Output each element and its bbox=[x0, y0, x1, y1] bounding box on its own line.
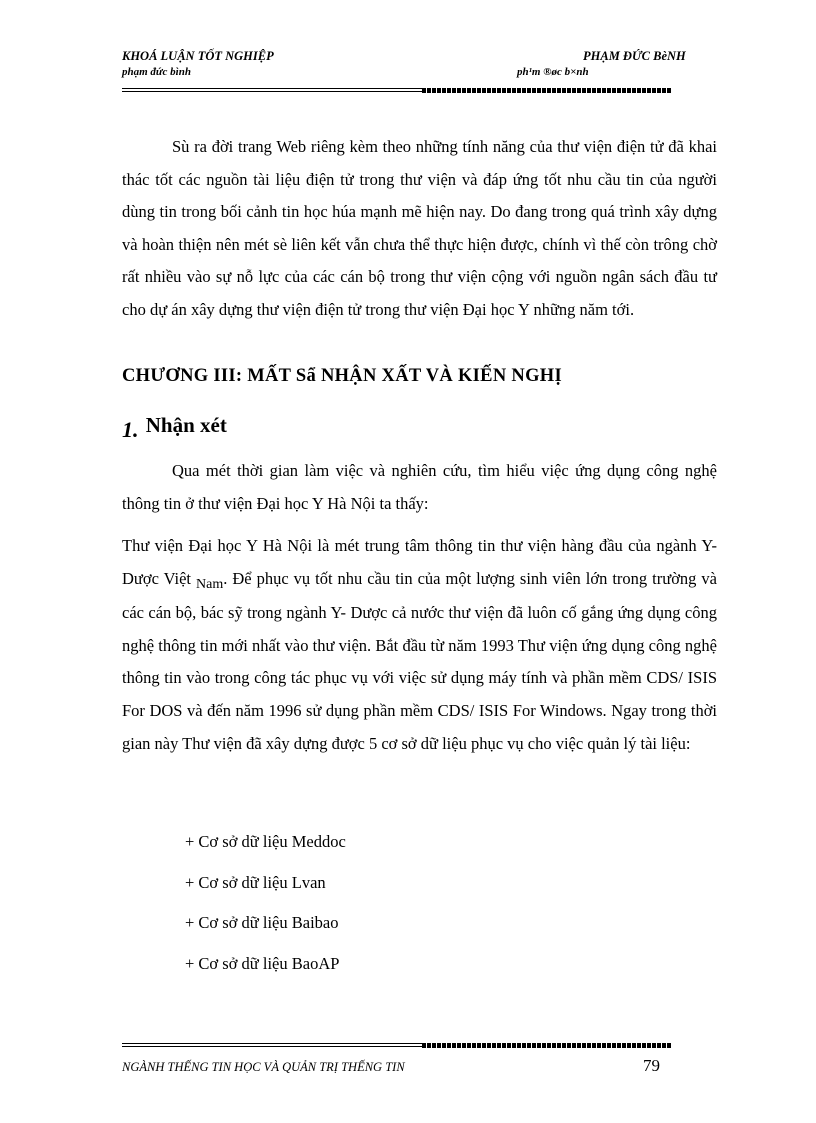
paragraph-intro: Sù ra đời trang Web riêng kèm theo những tính năng của thư viện điện tử đã khai thác tốt các nguồn tài liệu điện tử trong thư viện và đáp ứng tốt nhu cầu tin của người dùng tin trong bối cảnh tin học húa mạnh mẽ hiện nay. Do đang trong quá trình xây dựng và hoàn thiện nên mét sè liên kết vẫn chưa thể thực hiện được, chính vì thế còn trông chờ rất nhiều vào sự nỗ lực của các cán bộ trong thư viện cộng với nguồn ngân sách đầu tư cho dự án xây dựng thư viện điện tử trong thư viện Đại học Y những năm tới. bbox=[122, 137, 717, 319]
paragraph-observation: Qua mét thời gian làm việc và nghiên cứu, tìm hiểu việc ứng dụng công nghệ thông tin ở thư viện Đại học Y Hà Nội ta thấy: bbox=[122, 461, 717, 513]
list-item: + Cơ sở dữ liệu Lvan bbox=[185, 872, 326, 892]
list-item: + Cơ sở dữ liệu Baibao bbox=[185, 913, 339, 932]
page-number: 79 bbox=[643, 1056, 660, 1075]
section-title: Nhận xét bbox=[145, 413, 227, 437]
list-item: + Cơ sở dữ liệu BaoAP bbox=[185, 953, 340, 973]
header-divider bbox=[122, 88, 672, 93]
paragraph-library-history bbox=[122, 530, 717, 760]
header-subtitle-right: ph¹m ®øc b×nh bbox=[517, 66, 589, 78]
section-number: 1. bbox=[122, 417, 139, 442]
database-list bbox=[185, 826, 346, 988]
paragraph-text-after: . Để phục vụ tốt nhu cầu tin của một lượng sinh viên lớn trong trường và các cán bộ, bác sỹ trong ngành Y- Dược cả nước thư viện đã luôn cố gắng ứng dụng công nghệ thông tin mới nhất vào thư viện. Bắt đầu từ năm 1993 Thư viện ứng dụng công nghệ thông tin vào trong công tác phục vụ với việc sử dụng máy tính và phần mềm CDS/ ISIS For DOS và đến năm 1996 sử dụng phần mềm CDS/ ISIS For Windows. Ngay trong thời gian này Thư viện đã xây dựng được 5 cơ sở dữ liệu phục vụ cho việc quản lý tài liệu: bbox=[122, 568, 717, 753]
section-heading bbox=[122, 410, 227, 440]
paragraph-text-before: Thư viện Đại học Y Hà Nội là mét trung tâm thông tin thư viện hàng đầu của ngành Y- Dược Việt bbox=[122, 536, 717, 588]
footer-text: NGÀNH THẾNG TIN HỌC VÀ QUẢN TRỊ THẾNG TIN bbox=[122, 1060, 405, 1074]
footer-divider bbox=[122, 1043, 672, 1048]
header-right bbox=[517, 48, 686, 80]
header-left bbox=[122, 48, 274, 80]
header-subtitle-left: phạm đức bình bbox=[122, 66, 191, 78]
header-title-left: KHOÁ LUẬN TỐT NGHIỆP bbox=[122, 49, 274, 63]
chapter-heading: CHƯƠNG III: MẤT Sẩ NHẬN XẤT VÀ KIẾN NGHỊ bbox=[122, 366, 562, 386]
list-item: + Cơ sở dữ liệu Meddoc bbox=[185, 832, 346, 851]
header-title-right: PHẠM ĐỨC BèNH bbox=[583, 49, 686, 63]
paragraph-subscript: Nam bbox=[196, 576, 224, 592]
